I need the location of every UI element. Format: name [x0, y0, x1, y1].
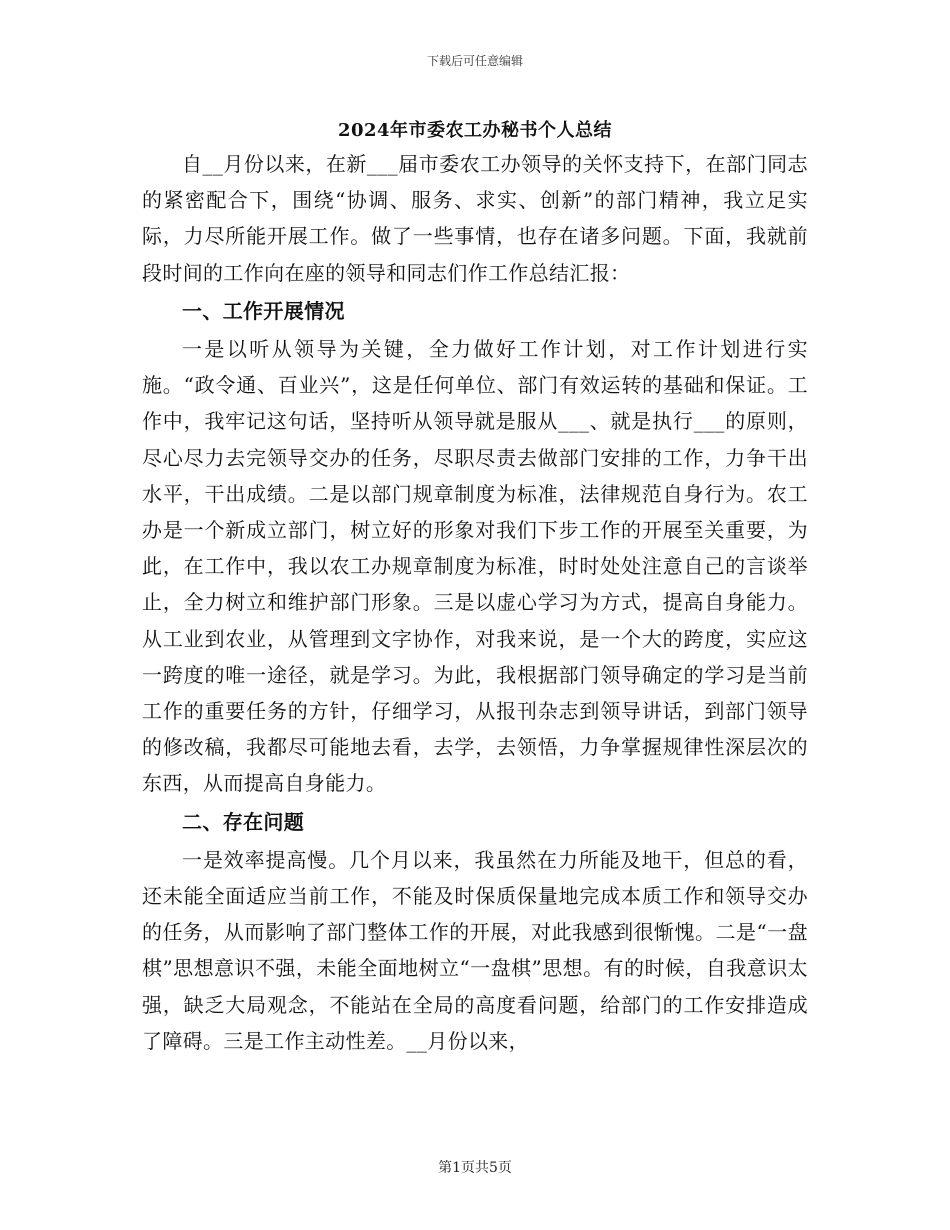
section-heading-problems: 二、存在问题	[182, 809, 305, 834]
document-title: 2024年市委农工办秘书个人总结	[337, 120, 613, 141]
intro-paragraph: 自__月份以来，在新___届市委农工办领导的关怀支持下，在部门同志的紧密配合下，围绕“协调、服务、求实、创新”的部门精神，我立足实际，力尽所能开展工作。做了一些事情，也存在诸多问题。下面，我就前段时间的工作向在座的领导和同志们作工作总结汇报：	[142, 152, 808, 285]
page-header-note: 下载后可任意编辑	[426, 54, 523, 68]
section-paragraph-problems: 一是效率提高慢。几个月以来，我虽然在力所能及地干，但总的看，还未能全面适应当前工作，不能及时保质保量地完成本质工作和领导交办的任务，从而影响了部门整体工作的开展，对此我感到很惭愧。二是“一盘棋”思想意识不强，未能全面地树立“一盘棋”思想。有的时候，自我意识太强，缺乏大局观念，不能站在全局的高度看问题，给部门的工作安排造成了障碍。三是工作主动性差。__月份以来，	[142, 847, 808, 1053]
section-heading-work: 一、工作开展情况	[182, 298, 345, 323]
page-number: 第1页共5页	[438, 1160, 512, 1176]
section-paragraph-work: 一是以听从领导为关键，全力做好工作计划，对工作计划进行实施。“政令通、百业兴”，这是任何单位、部门有效运转的基础和保证。工作中，我牢记这句话，坚持听从领导就是服从___、就是执行___的原则，尽心尽力去完领导交办的任务，尽职尽责去做部门安排的工作，力争干出水平，干出成绩。二是以部门规章制度为标准，法律规范自身行为。农工办是一个新成立部门，树立好的形象对我们下步工作的开展至关重要，为此，在工作中，我以农工办规章制度为标准，时时处处注意自己的言谈举止，全力树立和维护部门形象。三是以虚心学习为方式，提高自身能力。从工业到农业，从管理到文字协作，对我来说，是一个大的跨度，实应这一跨度的唯一途径，就是学习。为此，我根据部门领导确定的学习是当前工作的重要任务的方针，仔细学习，从报刊杂志到领导讲话，到部门领导的修改稿，我都尽可能地去看，去学，去领悟，力争掌握规律性深层次的东西，从而提高自身能力。	[142, 337, 808, 796]
document-body	[142, 146, 808, 1059]
